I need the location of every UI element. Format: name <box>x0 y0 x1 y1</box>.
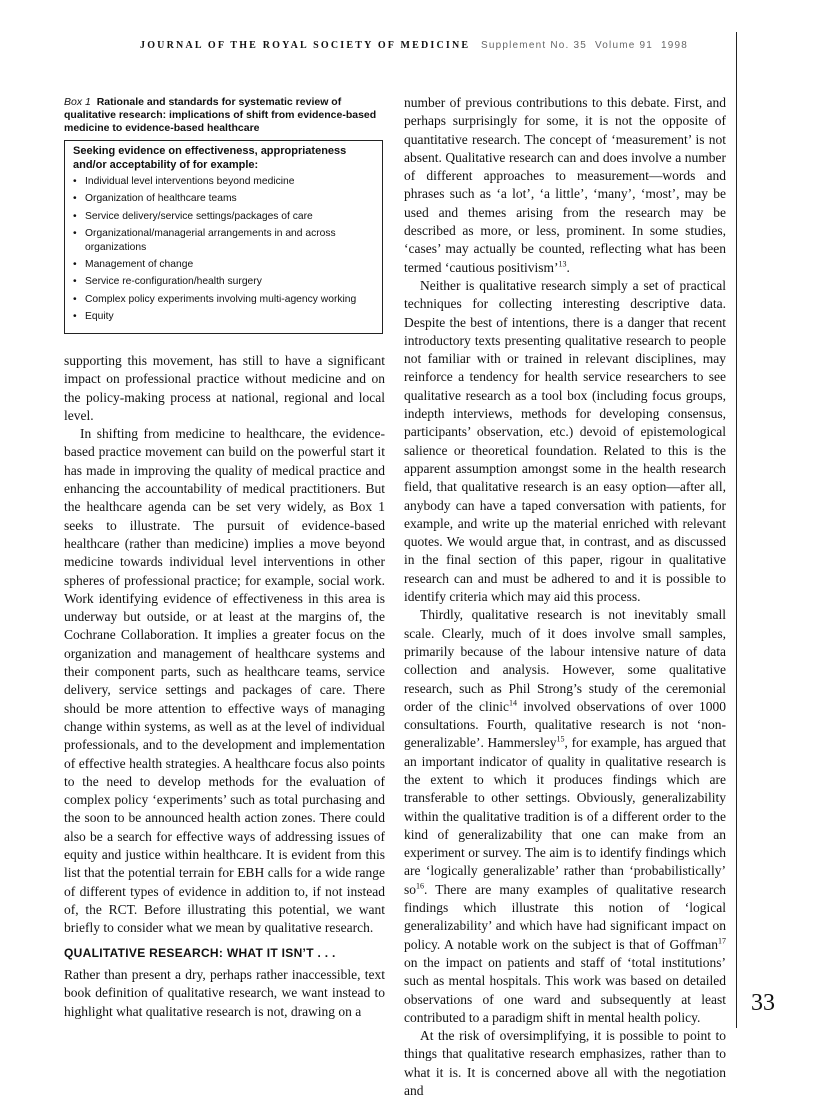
bullet-icon: • <box>73 311 77 323</box>
reference-14: 14 <box>508 698 517 708</box>
box-list-item: • Organization of healthcare teams <box>73 193 237 205</box>
box-label: Box 1 <box>64 96 91 108</box>
running-header <box>140 40 740 56</box>
margin-rule <box>736 32 737 1028</box>
bullet-icon: • <box>73 293 77 305</box>
reference-13: 13 <box>558 259 567 269</box>
box-list-item: • Individual level interventions beyond medicine <box>73 176 295 187</box>
box-1 <box>64 140 383 334</box>
paragraph: In shifting from medicine to healthcare, the evidence-based practice movement can build on the powerful start it has made in improving the quality of medical practice and enhancing the accountability of medical practitioners. But the healthcare agenda can be set very widely, as Box 1 seeks to illustrate. The pursuit of evidence-based healthcare (rather than medicine) implies a move beyond medicine towards individual level interventions in other spheres of professional practice; for example, social work. Work identifying evidence of effectiveness in this area is underway but outside, or at least at the margins of, the Cochrane Collaboration. It implies a greater focus on the organization and management of healthcare systems and their component parts, such as healthcare teams, service delivery, service settings and packages of care. There should be more attention to effective ways of managing change within systems, as well as at the level of individual professionals, and to the development and implementation of effective health strategies. A healthcare focus also points to the need to develop methods for the evaluation of complex policy ‘experiments’ such as total purchasing and the soon to be announced health action zones. There could also be a search for effective ways of addressing issues of equity and justice within healthcare. It is evident from this list that the potential terrain for EBH calls for a wide range of different types of evidence in addition to, if not instead of, the RCT. Before illustrating this potential, we want briefly to consider what we mean by qualitative research. <box>64 426 385 936</box>
paragraph: Neither is qualitative research simply a set of practical techniques for collecting interesting descriptive data. Despite the best of intentions, there is a danger that recent introductory texts presenting qualitative research to people not familiar with or trained in relevant disciplines, may reinforce a tendency for health service researchers to see qualitative research as a tool box (including focus groups, indepth interviews, methods for developing consensus, participants’ observation, etc.) devoid of epistemological salience or theoretical foundation. Related to this is the apparent assumption amongst some in the health research field, that qualitative research is an easy option—after all, anybody can have a taped conversation with patients, for example, and write up the material enriched with relevant quotes. We would argue that, in contrast, and as discussed in the final section of this paper, rigour in qualitative research can and must be adhered to and it is possible to identify criteria which may aid this process. <box>404 277 726 605</box>
box-list-item: • Service delivery/service settings/packages of care <box>73 210 313 222</box>
supplement-number: Supplement No. 35 <box>480 40 587 51</box>
volume-number: Volume 91 <box>594 40 654 51</box>
left-column-continued <box>64 966 385 1021</box>
box-list <box>73 175 374 324</box>
bullet-icon: • <box>73 228 77 240</box>
box-list-item: • Equity <box>73 311 114 323</box>
paragraph: At the risk of oversimplifying, it is possible to point to things that qualitative research emphasizes, rather than to what it is. It is concerned above all with the negotiation and <box>404 1028 726 1099</box>
right-column <box>404 94 726 1100</box>
journal-title: JOURNAL OF THE ROYAL SOCIETY OF MEDICINE <box>140 40 471 51</box>
left-column <box>64 352 385 938</box>
publication-year: 1998 <box>660 40 689 51</box>
bullet-icon: • <box>73 259 77 271</box>
box-heading: Seeking evidence on effectiveness, appropriateness and/or acceptability of for example: <box>73 145 347 171</box>
bullet-icon: • <box>73 210 77 222</box>
box-list-item: • Organizational/managerial arrangements in and across organizations <box>73 228 336 253</box>
supplement-info <box>481 40 688 51</box>
reference-17: 17 <box>718 936 726 946</box>
box-list-item: • Complex policy experiments involving multi-agency working <box>73 293 357 305</box>
paragraph: number of previous contributions to this debate. First, and perhaps surprisingly for some, it is not the opposite of quantitative research. The concept of ‘measurement’ is not absent. Qualitative research can and does involve a number of different approaches to measurement—words and phrases such as ‘a lot’, ‘a little’, ‘many’, ‘most’, may be used and themes arising from the research may be described as more, or less, prominent. In some studies, ‘cases’ may actually be counted, reflecting what has been termed ‘cautious positivism’$^{13}$. <box>404 95 726 275</box>
paragraph: Thirdly, qualitative research is not inevitably small scale. Clearly, much of it does involve small samples, primarily because of the labour intensive nature of data collection and analysis. However, some qualitative research, such as Phil Strong’s study of the ceremonial order of the clinic$^{14}$ involved observations of over 1000 consultations. Fourth, qualitative research is not ‘non-generalizable’. Hammersley$^{15}$, for example, has argued that an important indicator of quality in qualitative research is the extent to which it produces findings which are transferable to other settings. Obviously, generalizability within the qualitative tradition is of a different order to the kind of generalizability that one can make from an experiment or survey. The aim is to identify findings which are ‘logically generalizable’ rather than ‘probabilistically’ $so^{16}$. There are many examples of qualitative research findings which illustrate this notion of ‘logical generalizability’ and which have had significant impact on policy. A notable work on the subject is that of Goffman$^{17}$ on the impact on patients and staff of ‘total institutions’ such as mental hospitals. This work was based on detailed observations of one ward and subsequently at least contributed to a paradigm shift in mental health policy. <box>404 607 727 1025</box>
paragraph: Rather than present a dry, perhaps rather inaccessible, text book definition of qualitative research, we want instead to highlight what qualitative research is not, drawing on a <box>64 967 385 1019</box>
reference-15: 15 <box>556 734 565 744</box>
section-heading: QUALITATIVE RESEARCH: WHAT IT ISN’T . . . <box>64 946 336 960</box>
box-list-item: • Management of change <box>73 259 194 271</box>
bullet-icon: • <box>73 176 77 187</box>
box-title: Rationale and standards for systematic review of qualitative research: implications of shift from evidence-based medicine to evidence-based healthcare <box>64 96 377 134</box>
box-list-item: • Service re-configuration/health surgery <box>73 276 262 288</box>
bullet-icon: • <box>73 193 77 205</box>
paragraph: supporting this movement, has still to have a significant impact on professional practice without medicine and on the policy-making process at national, regional and local level. <box>64 353 385 423</box>
page-number: 33 <box>751 990 775 1016</box>
box-caption <box>64 96 382 135</box>
bullet-icon: • <box>73 276 77 288</box>
reference-16: 16 <box>416 881 425 891</box>
